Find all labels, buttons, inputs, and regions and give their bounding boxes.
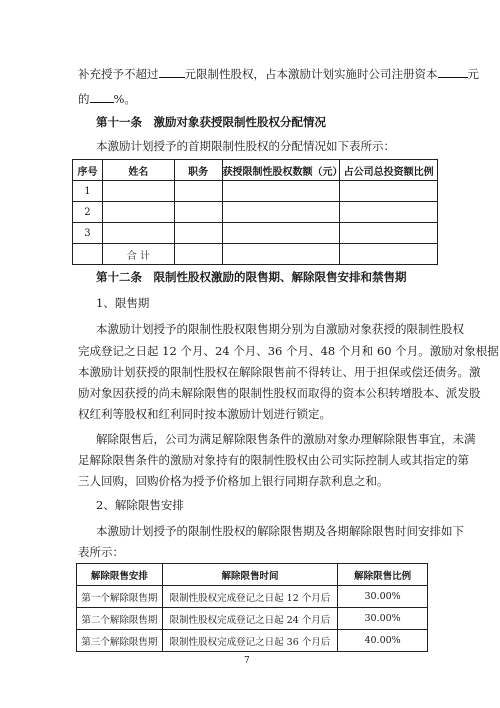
page-number: 7: [244, 656, 250, 666]
table-row: [73, 181, 438, 202]
text-fragment: 补充授予不超过: [78, 67, 159, 81]
table-cell: [222, 244, 340, 265]
blank-underline: [159, 66, 185, 78]
table-cell: 3: [73, 223, 103, 244]
paragraph-line: 三人回购，回购价格为授予价格加上银行同期存款利息之和。: [78, 474, 389, 488]
paragraph-line: 完成登记之日起 12 个月、24 个月、36 个月、48 个月和 60 个月。激励对象根据: [78, 344, 499, 358]
table-cell: 限制性股权完成登记之日起 24 个月后: [162, 608, 337, 630]
table-cell: 第一个解除限售期: [77, 586, 163, 608]
table-cell: 限制性股权完成登记之日起 12 个月后: [162, 586, 337, 608]
paragraph-line: 本激励计划获授的限制性股权在解除限售前不得转让、用于担保或偿还债务。激: [78, 365, 481, 379]
table-cell: 2: [73, 202, 103, 223]
table-row: [73, 223, 438, 244]
table-cell: [102, 181, 174, 202]
table-row: [77, 630, 428, 652]
header-cell: 解除限售时间: [162, 564, 337, 586]
top-line-2: [78, 91, 136, 106]
paragraph-line: 解除限售后，公司为满足解除限售条件的激励对象办理解除限售事宜，未满: [96, 432, 476, 446]
release-schedule-table: [76, 563, 428, 652]
table-row: [77, 586, 428, 608]
paragraph-line: 励对象因获授的尚未解除限售的限制性股权而取得的资本公积转增股本、派发股: [78, 386, 481, 400]
article-11-heading: 第十一条 激励对象获授限制性股权分配情况: [96, 115, 326, 129]
table-cell: [73, 244, 103, 265]
table-cell: [222, 181, 340, 202]
table-cell: [222, 223, 340, 244]
table-cell: [340, 223, 438, 244]
table-cell: [174, 202, 222, 223]
table-cell: 30.00%: [338, 586, 428, 608]
table-cell: 限制性股权完成登记之日起 36 个月后: [162, 630, 337, 652]
table-cell: 40.00%: [338, 630, 428, 652]
header-cell: 解除限售比例: [338, 564, 428, 586]
subheading-release-arrangement: 2、解除限售安排: [96, 498, 184, 512]
table-cell: [102, 223, 174, 244]
subheading-lockup-period: 1、限售期: [96, 296, 150, 310]
allocation-table: [72, 159, 438, 265]
table-cell: [340, 202, 438, 223]
paragraph-line: 权红利等股权和红利同时按本激励计划进行锁定。: [78, 407, 331, 421]
text-fragment: %。: [113, 92, 136, 106]
article-11-intro: 本激励计划授予的首期限制性股权的分配情况如下表所示：: [96, 139, 395, 153]
header-cell: 姓名: [102, 160, 174, 181]
table-cell: [340, 244, 438, 265]
table-cell: 第三个解除限售期: [77, 630, 163, 652]
total-label: 合 计: [102, 244, 174, 265]
text-fragment: 的: [78, 92, 90, 106]
table-cell: 1: [73, 181, 103, 202]
paragraph-line: 表所示：: [78, 545, 124, 559]
table-header-row: [73, 160, 438, 181]
header-cell: 占公司总投资额比例: [340, 160, 438, 181]
table-cell: 30.00%: [338, 608, 428, 630]
text-fragment: 元限制性股权，占本激励计划实施时公司注册资本: [184, 67, 438, 81]
table-cell: 第二个解除限售期: [77, 608, 163, 630]
table-cell: [174, 223, 222, 244]
header-cell: 序号: [73, 160, 103, 181]
header-cell: 职务: [174, 160, 222, 181]
top-line-1: [78, 66, 479, 81]
article-12-heading: 第十二条 限制性股权激励的限售期、解除限售安排和禁售期: [96, 270, 407, 284]
table-cell: [222, 202, 340, 223]
table-cell: [102, 202, 174, 223]
text-fragment: 元: [467, 67, 479, 81]
table-row: [73, 202, 438, 223]
table-row: [77, 608, 428, 630]
table-total-row: [73, 244, 438, 265]
header-cell: 获授限制性股权数额（元）: [222, 160, 340, 181]
header-cell: 解除限售安排: [77, 564, 163, 586]
blank-underline: [438, 66, 468, 78]
table-header-row: [77, 564, 428, 586]
paragraph-line: 本激励计划授予的限制性股权的解除限售期及各期解除限售时间安排如下: [96, 524, 464, 538]
table-cell: [174, 244, 222, 265]
table-cell: [340, 181, 438, 202]
table-cell: [174, 181, 222, 202]
paragraph-line: 本激励计划授予的限制性股权限售期分别为自激励对象获授的限制性股权: [96, 322, 464, 336]
paragraph-line: 足解除限售条件的激励对象持有的限制性股权由公司实际控制人或其指定的第: [78, 453, 469, 467]
blank-underline: [90, 91, 114, 103]
